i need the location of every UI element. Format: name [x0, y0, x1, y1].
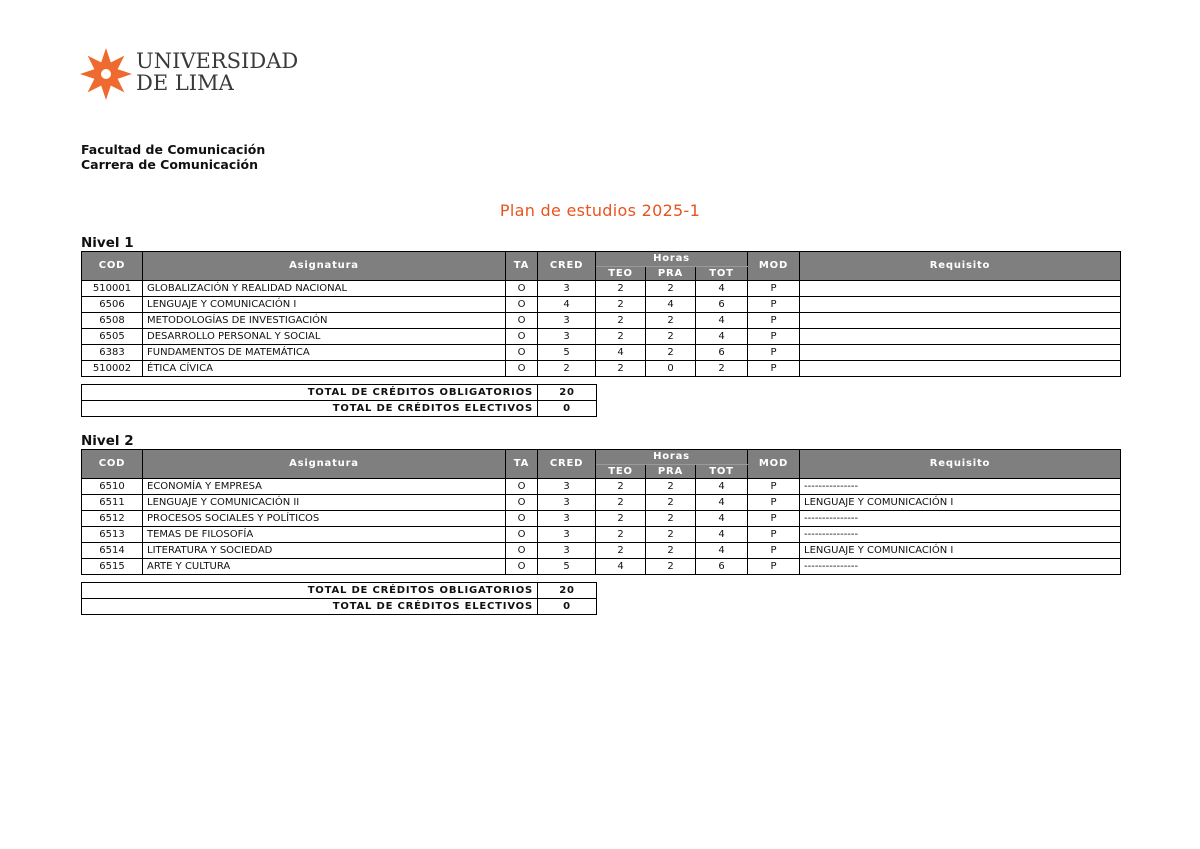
cell-asignatura: ECONOMÍA Y EMPRESA: [143, 479, 506, 495]
cell-requisito: LENGUAJE Y COMUNICACIÓN I: [800, 495, 1121, 511]
cell-cod: 510002: [82, 361, 143, 377]
cell-tot: 4: [696, 313, 748, 329]
cell-cod: 6512: [82, 511, 143, 527]
cell-tot: 4: [696, 511, 748, 527]
nivel-1-label: Nivel 1: [81, 235, 134, 251]
cell-cod: 6514: [82, 543, 143, 559]
table-row: [82, 511, 1121, 527]
col-mod: MOD: [748, 450, 800, 479]
cell-tot: 4: [696, 543, 748, 559]
cell-ta: O: [506, 511, 538, 527]
col-horas: Horas: [596, 252, 748, 267]
cell-mod: P: [748, 345, 800, 361]
table-row: [82, 361, 1121, 377]
total-obligatorios-value: 20: [538, 583, 597, 599]
cell-ta: O: [506, 559, 538, 575]
cell-cred: 3: [538, 527, 596, 543]
cell-mod: P: [748, 543, 800, 559]
cell-tot: 6: [696, 345, 748, 361]
cell-pra: 4: [646, 297, 696, 313]
table-row: [82, 297, 1121, 313]
total-obligatorios-row: [82, 385, 597, 401]
cell-cred: 3: [538, 495, 596, 511]
cell-pra: 2: [646, 559, 696, 575]
cell-cred: 3: [538, 313, 596, 329]
col-ta: TA: [506, 252, 538, 281]
table-row: [82, 543, 1121, 559]
cell-cod: 6506: [82, 297, 143, 313]
nivel-2-label: Nivel 2: [81, 433, 134, 449]
cell-teo: 2: [596, 297, 646, 313]
cell-asignatura: GLOBALIZACIÓN Y REALIDAD NACIONAL: [143, 281, 506, 297]
cell-cred: 3: [538, 479, 596, 495]
cell-cod: 6505: [82, 329, 143, 345]
cell-cred: 3: [538, 329, 596, 345]
cell-tot: 2: [696, 361, 748, 377]
cell-ta: O: [506, 479, 538, 495]
cell-pra: 2: [646, 527, 696, 543]
col-asignatura: Asignatura: [143, 450, 506, 479]
cell-ta: O: [506, 361, 538, 377]
table-row: [82, 313, 1121, 329]
cell-ta: O: [506, 297, 538, 313]
total-obligatorios-row: [82, 583, 597, 599]
cell-tot: 4: [696, 281, 748, 297]
col-pra: PRA: [646, 267, 696, 281]
cell-ta: O: [506, 345, 538, 361]
plan-title: Plan de estudios 2025-1: [499, 201, 701, 220]
cell-tot: 4: [696, 527, 748, 543]
total-obligatorios-label: TOTAL DE CRÉDITOS OBLIGATORIOS: [82, 385, 538, 401]
col-tot: TOT: [696, 267, 748, 281]
cell-cred: 3: [538, 511, 596, 527]
col-tot: TOT: [696, 465, 748, 479]
cell-tot: 4: [696, 329, 748, 345]
cell-cod: 6513: [82, 527, 143, 543]
cell-tot: 4: [696, 495, 748, 511]
cell-requisito: [800, 361, 1121, 377]
total-electivos-value: 0: [538, 401, 597, 417]
col-cred: CRED: [538, 450, 596, 479]
cell-asignatura: DESARROLLO PERSONAL Y SOCIAL: [143, 329, 506, 345]
cell-requisito: [800, 345, 1121, 361]
cell-mod: P: [748, 281, 800, 297]
cell-requisito: [800, 297, 1121, 313]
cell-requisito: ---------------: [800, 479, 1121, 495]
cell-requisito: LENGUAJE Y COMUNICACIÓN I: [800, 543, 1121, 559]
cell-tot: 6: [696, 297, 748, 313]
cell-requisito: [800, 313, 1121, 329]
career-name: Carrera de Comunicación: [81, 157, 259, 172]
nivel-2-table: [81, 449, 1121, 575]
cell-teo: 2: [596, 361, 646, 377]
cell-ta: O: [506, 329, 538, 345]
cell-asignatura: LITERATURA Y SOCIEDAD: [143, 543, 506, 559]
cell-asignatura: ARTE Y CULTURA: [143, 559, 506, 575]
col-pra: PRA: [646, 465, 696, 479]
cell-mod: P: [748, 495, 800, 511]
nivel-2-totals: [81, 582, 597, 615]
col-cod: COD: [82, 450, 143, 479]
table-row: [82, 559, 1121, 575]
total-electivos-row: [82, 599, 597, 615]
cell-mod: P: [748, 511, 800, 527]
total-electivos-value: 0: [538, 599, 597, 615]
col-cred: CRED: [538, 252, 596, 281]
nivel-1-table: [81, 251, 1121, 377]
cell-teo: 2: [596, 479, 646, 495]
cell-asignatura: LENGUAJE Y COMUNICACIÓN II: [143, 495, 506, 511]
col-mod: MOD: [748, 252, 800, 281]
cell-mod: P: [748, 479, 800, 495]
total-electivos-label: TOTAL DE CRÉDITOS ELECTIVOS: [82, 401, 538, 417]
cell-cod: 6383: [82, 345, 143, 361]
cell-asignatura: ÉTICA CÍVICA: [143, 361, 506, 377]
cell-asignatura: PROCESOS SOCIALES Y POLÍTICOS: [143, 511, 506, 527]
cell-cred: 2: [538, 361, 596, 377]
star-logo-icon: [78, 46, 134, 102]
faculty-name: Facultad de Comunicación: [81, 142, 266, 157]
total-electivos-row: [82, 401, 597, 417]
col-teo: TEO: [596, 267, 646, 281]
cell-pra: 2: [646, 495, 696, 511]
cell-cod: 6511: [82, 495, 143, 511]
cell-requisito: ---------------: [800, 527, 1121, 543]
cell-cred: 5: [538, 559, 596, 575]
cell-pra: 2: [646, 281, 696, 297]
logo-wordmark: [136, 50, 298, 94]
cell-pra: 0: [646, 361, 696, 377]
cell-pra: 2: [646, 543, 696, 559]
cell-requisito: [800, 329, 1121, 345]
col-teo: TEO: [596, 465, 646, 479]
cell-mod: P: [748, 329, 800, 345]
cell-teo: 2: [596, 495, 646, 511]
cell-cred: 3: [538, 281, 596, 297]
cell-cod: 6510: [82, 479, 143, 495]
cell-teo: 4: [596, 559, 646, 575]
cell-asignatura: FUNDAMENTOS DE MATEMÁTICA: [143, 345, 506, 361]
cell-cod: 6508: [82, 313, 143, 329]
cell-tot: 4: [696, 479, 748, 495]
cell-teo: 2: [596, 511, 646, 527]
cell-teo: 2: [596, 281, 646, 297]
cell-requisito: [800, 281, 1121, 297]
cell-cod: 6515: [82, 559, 143, 575]
cell-mod: P: [748, 361, 800, 377]
cell-asignatura: TEMAS DE FILOSOFÍA: [143, 527, 506, 543]
cell-mod: P: [748, 297, 800, 313]
cell-asignatura: METODOLOGÍAS DE INVESTIGACIÓN: [143, 313, 506, 329]
cell-ta: O: [506, 527, 538, 543]
cell-ta: O: [506, 495, 538, 511]
cell-pra: 2: [646, 511, 696, 527]
cell-tot: 6: [696, 559, 748, 575]
total-obligatorios-value: 20: [538, 385, 597, 401]
cell-teo: 2: [596, 329, 646, 345]
cell-mod: P: [748, 313, 800, 329]
cell-mod: P: [748, 559, 800, 575]
cell-ta: O: [506, 313, 538, 329]
cell-teo: 2: [596, 527, 646, 543]
nivel-1-totals: [81, 384, 597, 417]
cell-teo: 2: [596, 313, 646, 329]
total-obligatorios-label: TOTAL DE CRÉDITOS OBLIGATORIOS: [82, 583, 538, 599]
col-ta: TA: [506, 450, 538, 479]
cell-pra: 2: [646, 313, 696, 329]
cell-pra: 2: [646, 329, 696, 345]
cell-ta: O: [506, 543, 538, 559]
cell-cred: 3: [538, 543, 596, 559]
col-requisito: Requisito: [800, 450, 1121, 479]
cell-cred: 5: [538, 345, 596, 361]
cell-cred: 4: [538, 297, 596, 313]
cell-pra: 2: [646, 345, 696, 361]
cell-asignatura: LENGUAJE Y COMUNICACIÓN I: [143, 297, 506, 313]
cell-requisito: ---------------: [800, 559, 1121, 575]
col-requisito: Requisito: [800, 252, 1121, 281]
table-row: [82, 527, 1121, 543]
cell-cod: 510001: [82, 281, 143, 297]
table-row: [82, 281, 1121, 297]
table-row: [82, 479, 1121, 495]
cell-teo: 2: [596, 543, 646, 559]
col-cod: COD: [82, 252, 143, 281]
col-asignatura: Asignatura: [143, 252, 506, 281]
table-row: [82, 345, 1121, 361]
table-row: [82, 329, 1121, 345]
cell-pra: 2: [646, 479, 696, 495]
logo-line-1: UNIVERSIDAD: [136, 49, 299, 73]
cell-teo: 4: [596, 345, 646, 361]
cell-ta: O: [506, 281, 538, 297]
total-electivos-label: TOTAL DE CRÉDITOS ELECTIVOS: [82, 599, 538, 615]
table-row: [82, 495, 1121, 511]
faculty-header: [81, 142, 265, 172]
logo-line-2: DE LIMA: [136, 71, 234, 95]
col-horas: Horas: [596, 450, 748, 465]
cell-mod: P: [748, 527, 800, 543]
university-logo: [78, 46, 308, 106]
cell-requisito: ---------------: [800, 511, 1121, 527]
